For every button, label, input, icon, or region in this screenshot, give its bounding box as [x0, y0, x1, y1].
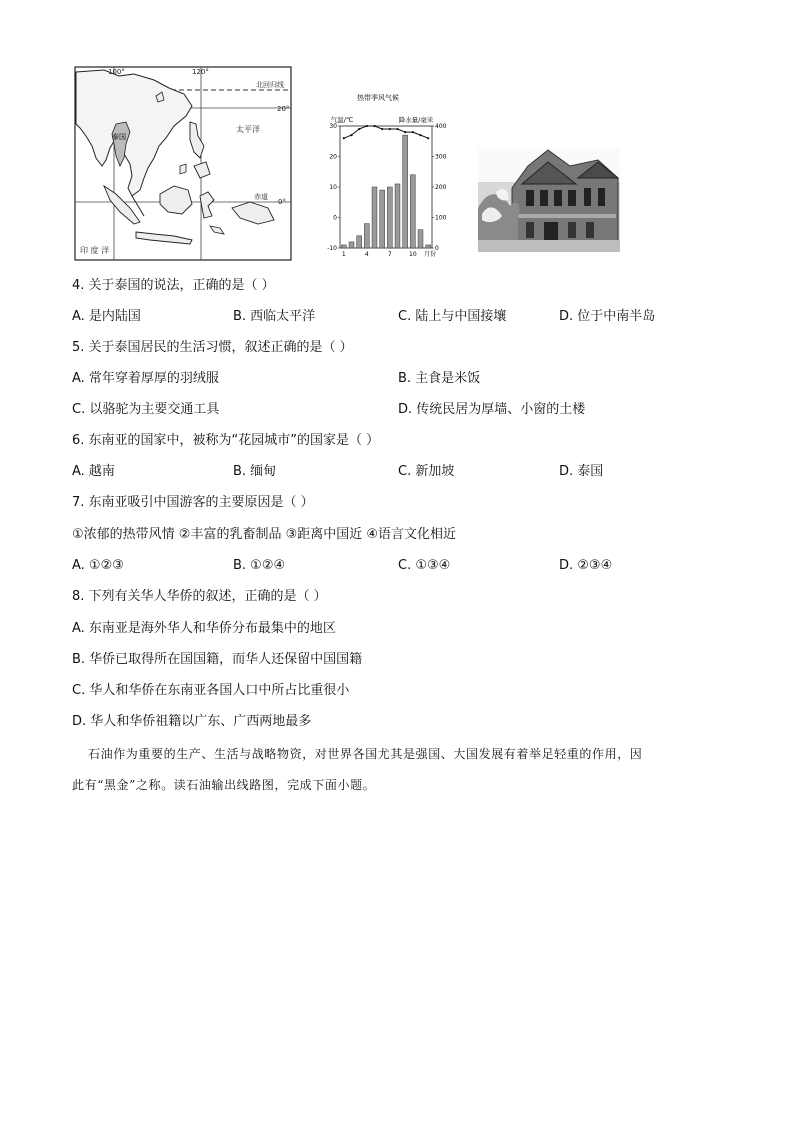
chart-precip-bar — [372, 187, 377, 248]
question-6-option-d[interactable]: D. 泰国 — [559, 464, 604, 479]
question-4-option-d[interactable]: D. 位于中南半岛 — [559, 309, 656, 324]
chart-left-tick-label: 10 — [329, 184, 337, 191]
chart-title: 热带季风气候 — [357, 94, 399, 102]
question-6-option-b[interactable]: B. 缅甸 — [233, 464, 277, 479]
question-4-option-b[interactable]: B. 西临太平洋 — [233, 309, 316, 324]
passage-line-1: 石油作为重要的生产、生活与战略物资，对世界各国尤其是强国、大国发展有着举足轻重的作用，因 — [88, 747, 643, 761]
question-4-stem: 4. 关于泰国的说法，正确的是（ ） — [72, 278, 275, 293]
chart-x-tick-label: 10 — [409, 251, 417, 258]
chart-temp-point — [373, 125, 375, 127]
chart-temp-point — [366, 125, 368, 127]
chart-left-tick-label: -10 — [327, 245, 337, 252]
map-lon-100: 100° — [108, 68, 125, 76]
question-5-option-d[interactable]: D. 传统民居为厚墙、小窗的土楼 — [398, 402, 586, 417]
map-thailand-label: 泰国 — [112, 133, 126, 141]
question-4-option-a[interactable]: A. 是内陆国 — [72, 309, 141, 324]
chart-precip-bar — [380, 190, 385, 248]
chart-precip-bar — [341, 245, 346, 248]
question-8-option-a[interactable]: A. 东南亚是海外华人和华侨分布最集中的地区 — [72, 621, 336, 636]
question-8-option-d[interactable]: D. 华人和华侨祖籍以广东、广西两地最多 — [72, 714, 312, 729]
chart-left-tick-label: 30 — [329, 123, 337, 130]
question-5-option-a[interactable]: A. 常年穿着厚厚的羽绒服 — [72, 371, 219, 386]
chart-precip-bar — [357, 236, 362, 248]
question-7-option-d[interactable]: D. ②③④ — [559, 558, 613, 573]
chart-precip-bar — [426, 245, 431, 248]
chart-xlabel: 月份 — [423, 251, 437, 258]
map-tropic-label: 北回归线 — [256, 81, 284, 89]
passage-line-2: 此有“黑金”之称。读石油输出线路图，完成下面小题。 — [72, 778, 376, 792]
chart-temp-point — [419, 134, 421, 136]
map-lat-0: 0° — [278, 198, 286, 206]
map-lon-120: 120° — [192, 68, 209, 76]
thai-building-photo — [478, 148, 620, 252]
chart-x-tick-label: 7 — [387, 251, 392, 258]
chart-precip-bar — [387, 187, 392, 248]
question-5-option-c[interactable]: C. 以骆驼为主要交通工具 — [72, 402, 220, 417]
question-7-option-b[interactable]: B. ①②④ — [233, 558, 286, 573]
question-7-option-c[interactable]: C. ①③④ — [398, 558, 451, 573]
chart-right-tick-label: 300 — [435, 153, 447, 161]
chart-x-tick-label: 1 — [341, 251, 346, 258]
question-8-stem: 8. 下列有关华人华侨的叙述，正确的是（ ） — [72, 589, 327, 604]
question-7-stem: 7. 东南亚吸引中国游客的主要原因是（ ） — [72, 495, 314, 510]
question-4-option-c[interactable]: C. 陆上与中国接壤 — [398, 309, 507, 324]
chart-precip-bar — [403, 135, 408, 248]
chart-right-tick-label: 100 — [435, 214, 447, 222]
chart-precip-bar — [364, 224, 369, 248]
question-8-option-c[interactable]: C. 华人和华侨在东南亚各国人口中所占比重很小 — [72, 683, 350, 698]
chart-right-tick-label: 200 — [435, 184, 447, 191]
map-indian-ocean-label: 印 度 洋 — [80, 246, 110, 255]
question-6-option-c[interactable]: C. 新加坡 — [398, 464, 455, 479]
question-5-option-b[interactable]: B. 主食是米饭 — [398, 371, 481, 386]
climate-chart — [326, 92, 447, 267]
chart-temp-line — [344, 126, 428, 138]
chart-right-tick-label: 0 — [435, 245, 439, 252]
question-6-stem: 6. 东南亚的国家中，被称为“花园城市”的国家是（ ） — [72, 433, 380, 448]
chart-temp-point — [343, 137, 345, 139]
chart-temp-point — [412, 131, 414, 133]
chart-x-tick-label: 4 — [364, 251, 369, 258]
chart-temp-point — [404, 131, 406, 133]
chart-ylabel-left: 气温/℃ — [330, 116, 354, 124]
chart-temp-point — [427, 137, 429, 139]
map-pacific-label: 太平洋 — [236, 125, 260, 134]
chart-temp-point — [381, 128, 383, 130]
chart-precip-bar — [349, 242, 354, 248]
southeast-asia-map — [74, 66, 292, 261]
question-7-option-a[interactable]: A. ①②③ — [72, 558, 124, 573]
question-8-option-b[interactable]: B. 华侨已取得所在国国籍，而华人还保留中国国籍 — [72, 652, 363, 667]
chart-precip-bar — [418, 230, 423, 248]
chart-left-tick-label: 20 — [329, 153, 337, 161]
map-lat-20: 20° — [277, 105, 290, 113]
chart-left-tick-label: 0 — [333, 214, 337, 222]
chart-right-tick-label: 400 — [435, 123, 447, 130]
question-5-stem: 5. 关于泰国居民的生活习惯，叙述正确的是（ ） — [72, 340, 353, 355]
question-7-items: ①浓郁的热带风情 ②丰富的乳畜制品 ③距离中国近 ④语言文化相近 — [72, 527, 457, 542]
chart-temp-point — [358, 128, 360, 130]
chart-ylabel-right: 降水量/毫米 — [398, 116, 434, 124]
chart-precip-bar — [410, 175, 415, 248]
chart-precip-bar — [395, 184, 400, 248]
map-equator-label: 赤道 — [254, 193, 268, 201]
chart-temp-point — [350, 134, 352, 136]
chart-temp-point — [389, 128, 391, 130]
question-6-option-a[interactable]: A. 越南 — [72, 464, 115, 479]
chart-temp-point — [396, 128, 398, 130]
